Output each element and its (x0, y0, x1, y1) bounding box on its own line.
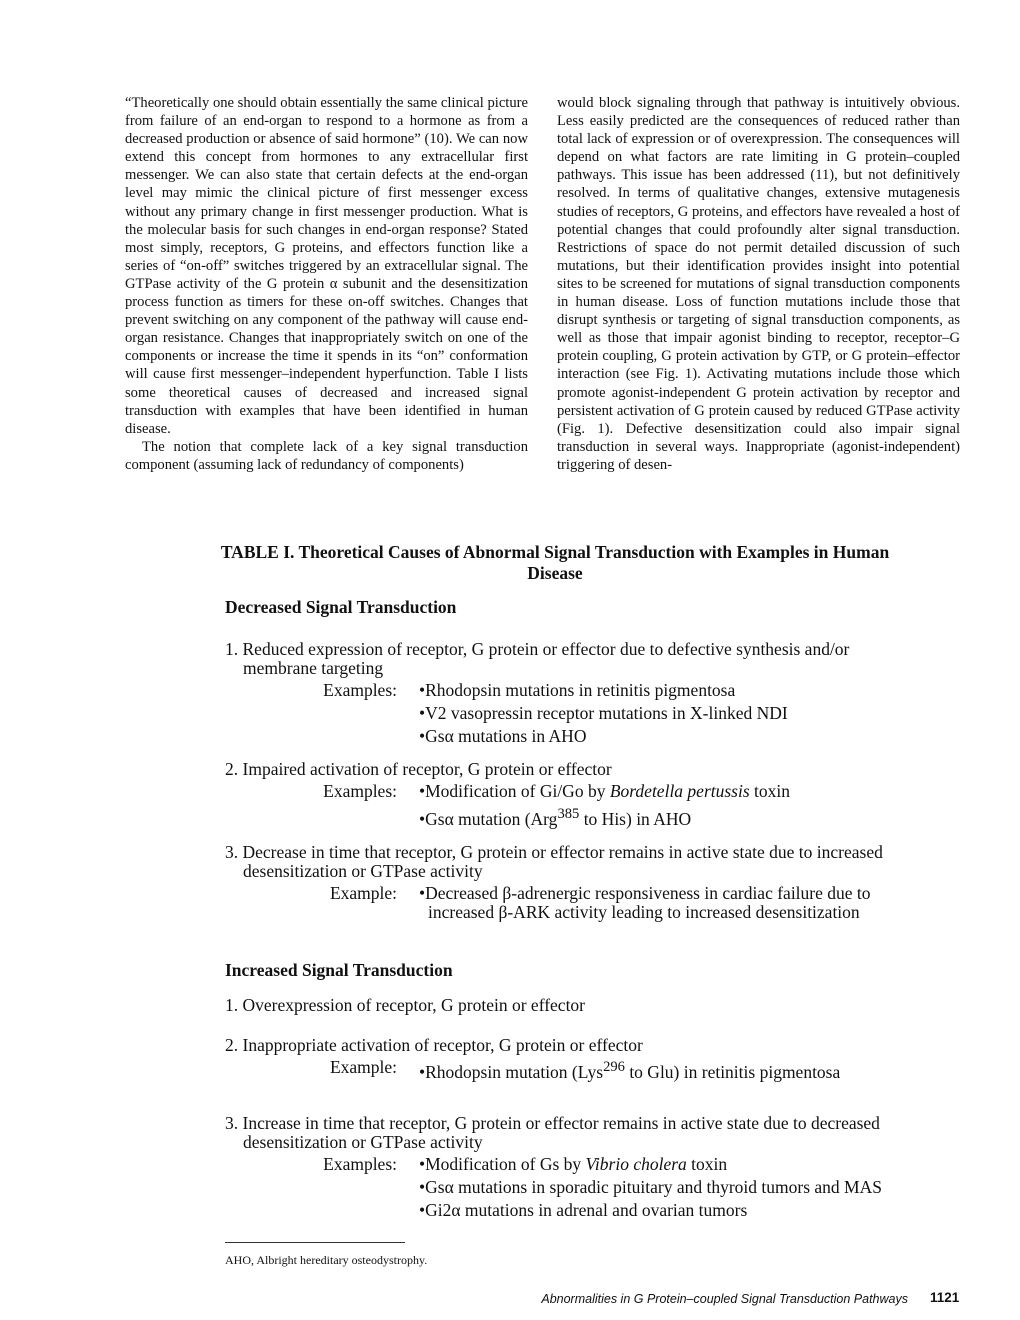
item-text: 1. Overexpression of receptor, G protein or effector (225, 995, 586, 1015)
examples-row (225, 1058, 885, 1086)
example-entry (419, 805, 885, 829)
example-text: to His) in AHO (579, 808, 692, 829)
item-text: 1. Reduced expression of receptor, G protein or effector due to defective synthesis and/or membrane targeting (225, 639, 850, 678)
superscript: 385 (557, 806, 580, 822)
examples-row (225, 782, 885, 833)
examples-label: Example: (329, 1057, 397, 1077)
item-text: 2. Impaired activation of receptor, G protein or effector (225, 759, 612, 779)
examples-list (419, 1155, 885, 1224)
left-column (125, 94, 528, 474)
example-text: •Rhodopsin mutation (Lys (419, 1061, 604, 1082)
example-entry: •Gi2α mutations in adrenal and ovarian tumors (419, 1200, 748, 1220)
table-title: TABLE I. Theoretical Causes of Abnormal Signal Transduction with Examples in Human Disease (220, 542, 890, 583)
table-item (225, 640, 885, 750)
table-item (225, 996, 885, 1015)
examples-list (419, 884, 885, 926)
organism-name: Bordetella pertussis (609, 781, 750, 801)
table-footnote: AHO, Albright hereditary osteodystrophy. (225, 1253, 428, 1267)
running-title: Abnormalities in G Protein–coupled Signal Transduction Pathways (541, 1292, 908, 1306)
example-text: to Glu) in retinitis pigmentosa (624, 1061, 841, 1082)
table-item (225, 843, 885, 926)
examples-list (419, 681, 885, 750)
footnote-rule (225, 1242, 405, 1243)
examples-list (419, 1058, 885, 1086)
organism-name: Vibrio cholera (585, 1154, 687, 1174)
example-entry: •Decreased β-adrenergic responsiveness in cardiac failure due to increased β-ARK activity leading to increased desensitization (419, 883, 871, 922)
section-heading-increased: Increased Signal Transduction (225, 960, 453, 980)
item-text: 2. Inappropriate activation of receptor, G protein or effector (225, 1035, 643, 1055)
example-text: toxin (749, 781, 791, 801)
example-text: •Gsα mutation (Arg (419, 808, 558, 829)
example-entry (419, 1155, 885, 1174)
example-text: •Modification of Gs by (419, 1154, 586, 1174)
examples-row (225, 884, 885, 926)
section-heading-decreased: Decreased Signal Transduction (225, 597, 457, 617)
example-entry: •Gsα mutations in sporadic pituitary and thyroid tumors and MAS (419, 1177, 882, 1197)
page-number: 1121 (930, 1290, 960, 1305)
superscript: 296 (603, 1059, 625, 1075)
example-entry: •Gsα mutations in AHO (419, 726, 587, 746)
paragraph: The notion that complete lack of a key signal transduction component (assuming lack of redundancy of components) (125, 438, 528, 473)
paragraph: “Theoretically one should obtain essentially the same clinical picture from failure of an end-organ to respond to a hormone as from a decreased production or absence of said hormone” (10). We can now extend this concept from hormones to any extracellular first messenger. We can also state that certain defects at the end-organ level may mimic the clinical picture of first messenger excess without any primary change in first messenger production. What is the molecular basis for such changes in end-organ response? Stated most simply, receptors, G proteins, and effectors function like a series of “on-off” switches triggered by an extracellular signal. The GTPase activity of the G protein α subunit and the desensitization process function as timers for these on-off switches. Changes that prevent switching on any component of the pathway will cause end-organ resistance. Changes that inappropriately switch on one of the components or increase the time it spends in its “on” conformation will cause first messenger–independent hyperfunction. Table I lists some theoretical causes of decreased and increased signal transduction with examples that have been identified in human disease. (125, 95, 528, 437)
example-entry (419, 1058, 885, 1082)
examples-label: Examples: (323, 1154, 397, 1174)
table-item (225, 1114, 885, 1224)
table-item (225, 760, 885, 833)
table-item (225, 1036, 885, 1086)
example-entry (419, 782, 885, 801)
example-text: •Modification of Gi/Go by (419, 781, 610, 801)
example-text: toxin (686, 1154, 728, 1174)
item-text: 3. Increase in time that receptor, G protein or effector remains in active state due to decreased desensitization or GTPase activity (225, 1113, 880, 1152)
item-text: 3. Decrease in time that receptor, G protein or effector remains in active state due to increased desensitization or GTPase activity (225, 842, 883, 881)
examples-row (225, 681, 885, 750)
example-entry: •V2 vasopressin receptor mutations in X-linked NDI (419, 703, 788, 723)
examples-label: Examples: (323, 680, 397, 700)
example-entry: •Rhodopsin mutations in retinitis pigmentosa (419, 680, 736, 700)
examples-row (225, 1155, 885, 1224)
right-column (557, 94, 960, 474)
examples-label: Example: (329, 883, 397, 903)
examples-label: Examples: (323, 781, 397, 801)
examples-list (419, 782, 885, 833)
paragraph: would block signaling through that pathway is intuitively obvious. Less easily predicted are the consequences of reduced rather than total lack of expression or of overexpression. The consequences will depend on what factors are rate limiting in G protein–coupled pathways. This issue has been addressed (11), but not definitively resolved. In terms of qualitative changes, extensive mutagenesis studies of receptors, G proteins, and effectors have revealed a host of potential changes that could profoundly alter signal transduction. Restrictions of space do not permit detailed discussion of such mutations, but their identification provides insight into potential sites to be screened for mutations of signal transduction components in human disease. Loss of function mutations include those that disrupt synthesis or targeting of signal transduction components, as well as those that impair agonist binding to receptor, receptor–G protein coupling, G protein activation by GTP, or G protein–effector interaction (see Fig. 1). Activating mutations include those which promote agonist-independent G protein activation by receptor and persistent activation of G protein caused by reduced GTPase activity (Fig. 1). Defective desensitization could also impair signal transduction in several ways. Inappropriate (agonist-independent) triggering of desen- (557, 95, 960, 473)
